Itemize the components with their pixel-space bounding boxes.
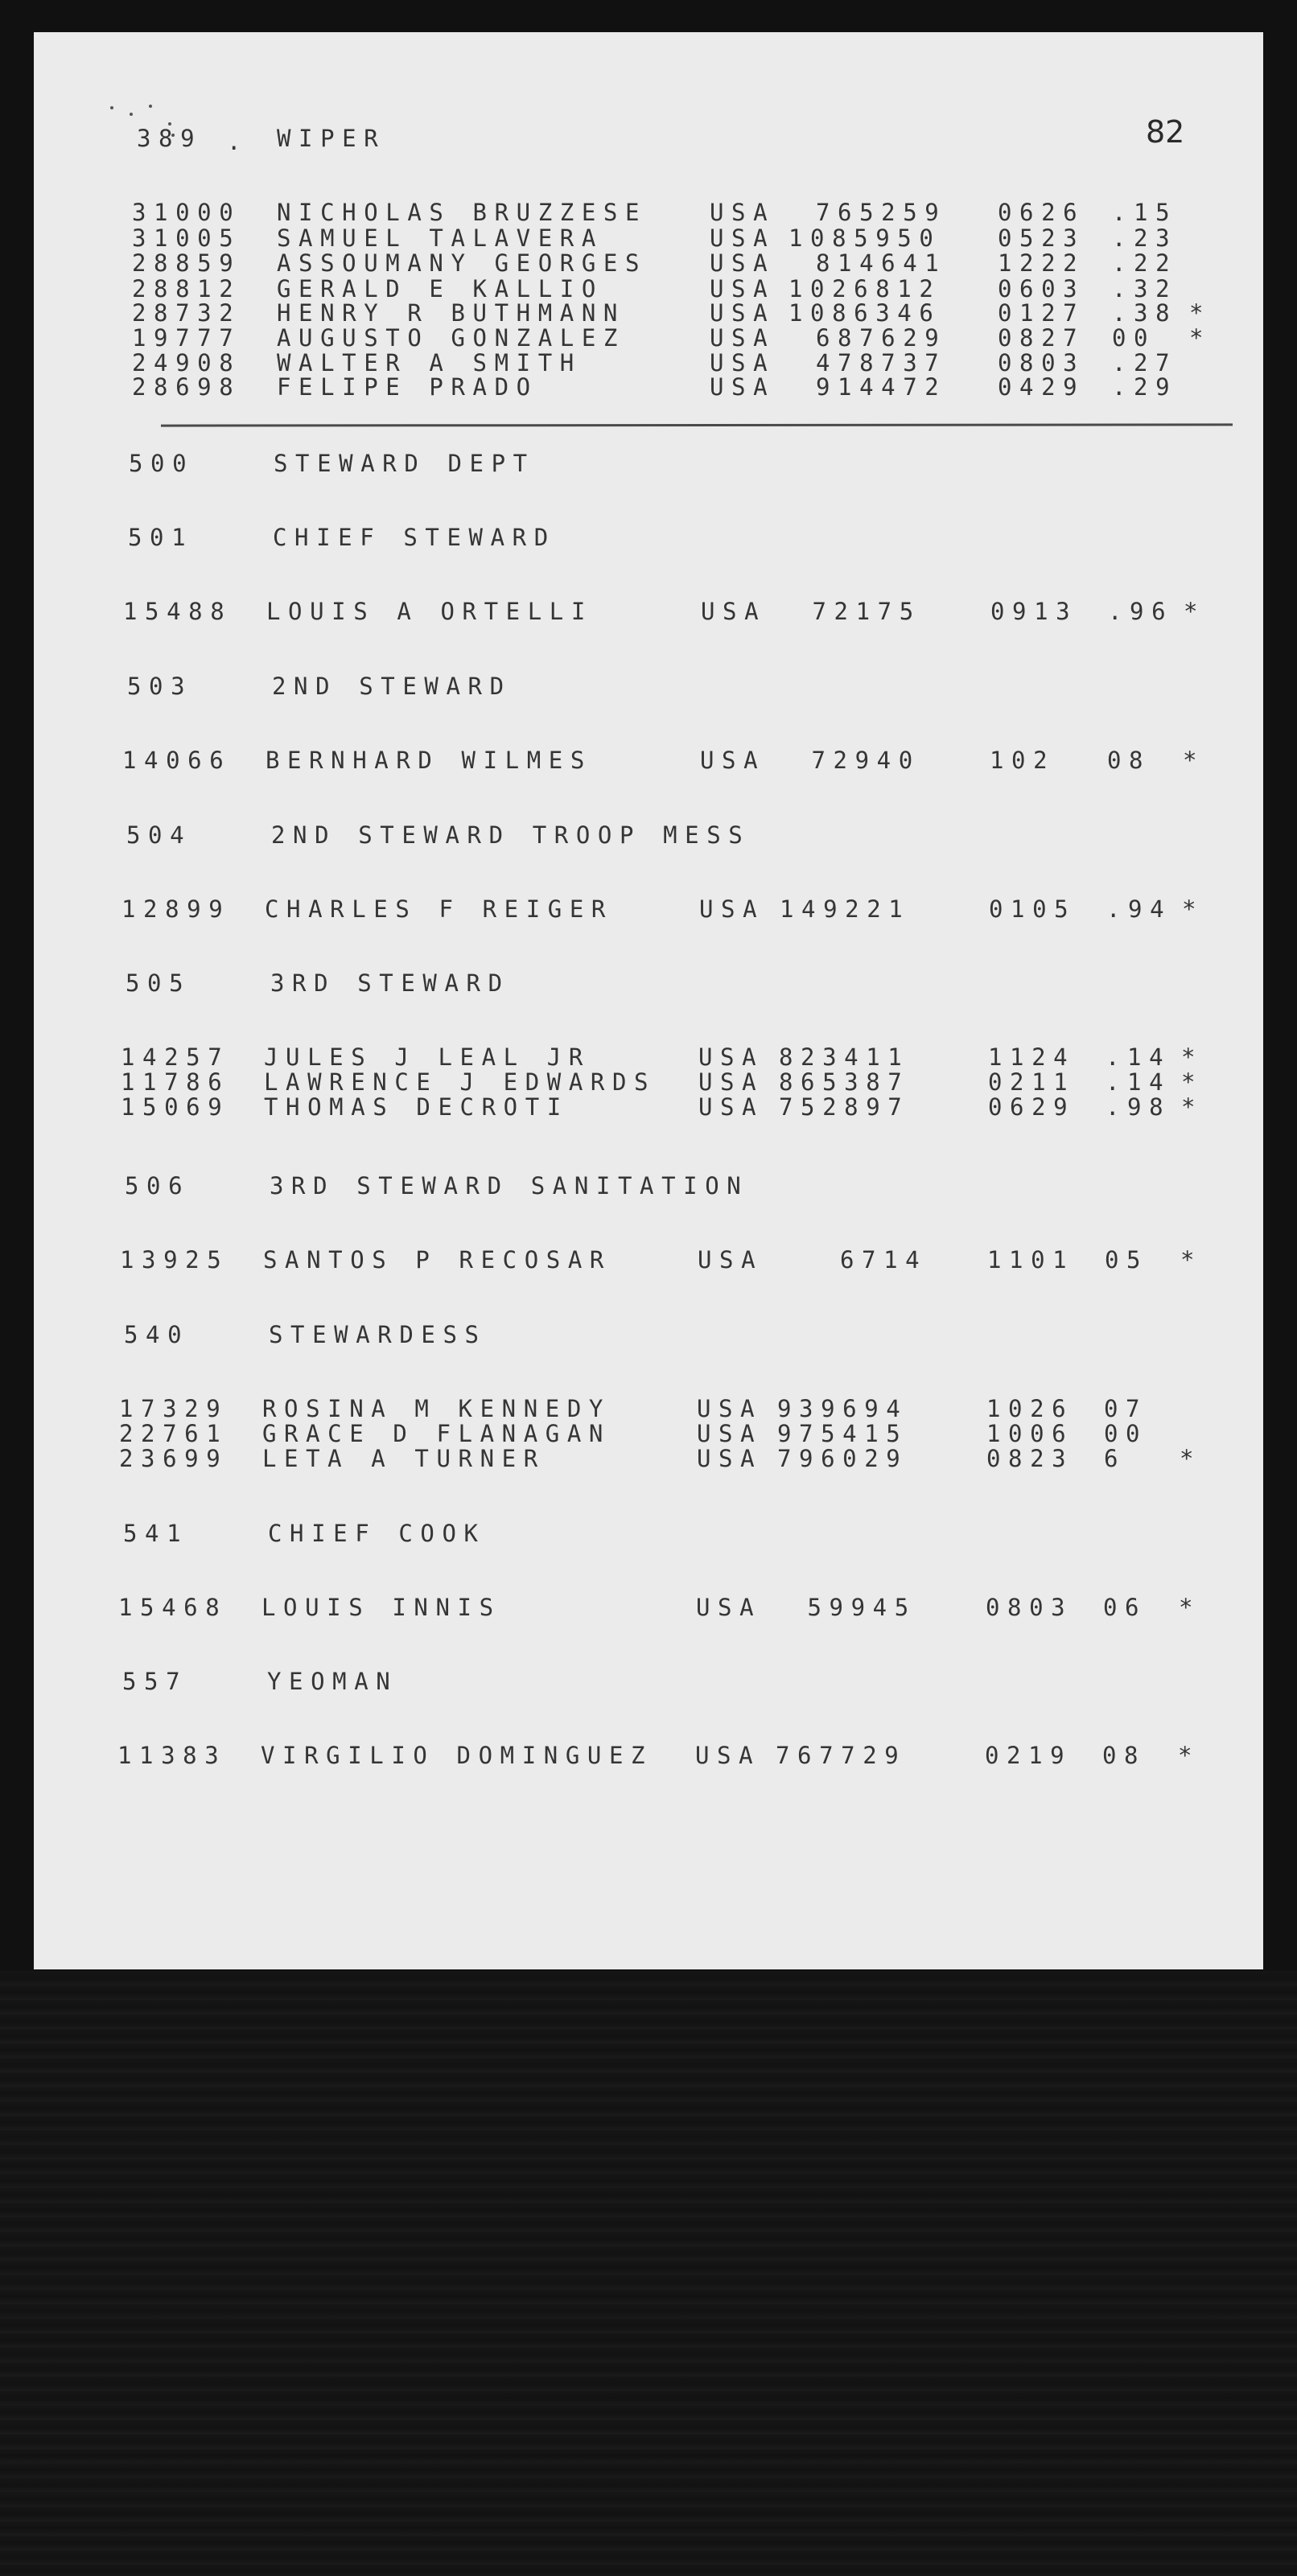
record-mark: * — [1178, 1742, 1200, 1769]
record-id: 752897 — [779, 1093, 910, 1121]
record-date: 0429 — [998, 373, 1085, 401]
strikethrough-line — [161, 423, 1233, 426]
record-name: ROSINA M KENNEDY — [262, 1395, 611, 1422]
record-rate: .27 — [1112, 349, 1178, 377]
section-title: CHIEF COOK — [268, 1520, 486, 1547]
record-rate: .14 — [1106, 1043, 1171, 1071]
record-nation: USA — [698, 1043, 764, 1071]
record-rate: .14 — [1106, 1068, 1171, 1096]
record-nation: USA — [697, 1420, 763, 1447]
record-nation: USA — [710, 324, 776, 352]
record-name: LOUIS INNIS — [261, 1594, 501, 1621]
record-rate: 06 — [1103, 1594, 1147, 1621]
record-mark: * — [1180, 1445, 1202, 1472]
record-rate: 08 — [1102, 1742, 1147, 1769]
record-num: 15069 — [121, 1093, 230, 1121]
record-num: 12899 — [121, 895, 231, 923]
record-rate: .22 — [1112, 249, 1178, 277]
header-dot: . — [227, 128, 249, 155]
record-date: 0827 — [998, 324, 1085, 352]
record-rate: .98 — [1106, 1093, 1171, 1121]
record-nation: USA — [710, 224, 776, 252]
record-id: 1085950 — [788, 224, 941, 252]
section-code: 557 — [122, 1668, 188, 1695]
section-title: 2ND STEWARD TROOP MESS — [271, 821, 751, 849]
section-code: 506 — [125, 1172, 191, 1200]
record-mark: * — [1189, 299, 1212, 327]
record-mark: * — [1183, 747, 1205, 774]
record-rate: .96 — [1108, 598, 1174, 625]
record-nation: USA — [698, 1068, 764, 1096]
record-rate: .15 — [1112, 199, 1178, 226]
record-name: LETA A TURNER — [262, 1445, 546, 1472]
record-date: 0913 — [990, 598, 1078, 625]
record-id: 1086346 — [788, 299, 941, 327]
record-date: 1124 — [988, 1043, 1076, 1071]
record-id: 687629 — [816, 324, 947, 352]
record-name: LOUIS A ORTELLI — [266, 598, 593, 625]
record-rate: .38 — [1112, 299, 1178, 327]
section-code: 541 — [123, 1520, 189, 1547]
page-number: 82 — [1146, 114, 1185, 150]
record-num: 23699 — [119, 1445, 229, 1472]
record-date: 0219 — [985, 1742, 1073, 1769]
record-rate: 00 — [1104, 1420, 1148, 1447]
section-title: CHIEF STEWARD — [273, 524, 556, 551]
record-num: 17329 — [119, 1395, 229, 1422]
section-code: 505 — [126, 969, 191, 997]
record-name: SAMUEL TALAVERA — [277, 224, 603, 252]
record-num: 14066 — [122, 747, 232, 774]
record-nation: USA — [697, 1395, 763, 1422]
record-num: 15488 — [123, 598, 233, 625]
record-id: 72940 — [811, 747, 920, 774]
record-num: 13925 — [120, 1246, 229, 1274]
record-nation: USA — [698, 1246, 764, 1274]
record-date: 1006 — [986, 1420, 1074, 1447]
record-num: 15468 — [118, 1594, 228, 1621]
header-code: 389 — [137, 125, 203, 152]
record-nation: USA — [710, 373, 776, 401]
record-id: 59945 — [807, 1594, 916, 1621]
record-rate: .29 — [1112, 373, 1178, 401]
record-nation: USA — [710, 349, 776, 377]
record-mark: * — [1189, 324, 1212, 352]
record-id: 767729 — [776, 1742, 907, 1769]
record-mark: * — [1181, 1093, 1204, 1121]
record-num: 28859 — [132, 249, 241, 277]
section-code: 540 — [124, 1321, 190, 1348]
record-nation: USA — [700, 747, 766, 774]
record-date: 0211 — [988, 1068, 1076, 1096]
record-mark: * — [1180, 1246, 1203, 1274]
record-id: 814641 — [816, 249, 947, 277]
record-nation: USA — [701, 598, 767, 625]
record-nation: USA — [696, 1594, 762, 1621]
record-rate: .94 — [1106, 895, 1172, 923]
record-rate: 08 — [1107, 747, 1151, 774]
section-title: STEWARDESS — [269, 1321, 487, 1348]
document-page — [34, 32, 1263, 1969]
record-date: 0629 — [988, 1093, 1076, 1121]
record-nation: USA — [710, 249, 776, 277]
record-date: 0803 — [986, 1594, 1073, 1621]
record-id: 6714 — [840, 1246, 928, 1274]
record-name: GRACE D FLANAGAN — [262, 1420, 611, 1447]
record-mark: * — [1181, 1068, 1204, 1096]
header-title: WIPER — [277, 125, 386, 152]
record-nation: USA — [698, 1093, 764, 1121]
record-name: ASSOUMANY GEORGES — [277, 249, 648, 277]
record-name: VIRGILIO DOMINGUEZ — [261, 1742, 653, 1769]
record-name: SANTOS P RECOSAR — [263, 1246, 611, 1274]
record-name: CHARLES F REIGER — [265, 895, 613, 923]
record-id: 149221 — [780, 895, 911, 923]
section-code: 503 — [127, 673, 193, 700]
record-id: 1026812 — [788, 275, 941, 302]
record-num: 19777 — [132, 324, 241, 352]
record-id: 914472 — [816, 373, 947, 401]
record-num: 22761 — [119, 1420, 229, 1447]
record-date: 1026 — [986, 1395, 1074, 1422]
record-date: 1222 — [998, 249, 1085, 277]
section-title: YEOMAN — [267, 1668, 398, 1695]
record-num: 28698 — [132, 373, 241, 401]
record-rate: .32 — [1112, 275, 1178, 302]
record-name: LAWRENCE J EDWARDS — [264, 1068, 657, 1096]
record-date: 1101 — [987, 1246, 1075, 1274]
record-num: 14257 — [121, 1043, 230, 1071]
record-name: HENRY R BUTHMANN — [277, 299, 625, 327]
record-num: 24908 — [132, 349, 241, 377]
record-rate: 6 — [1104, 1445, 1126, 1472]
record-name: THOMAS DECROTI — [264, 1093, 569, 1121]
record-id: 823411 — [779, 1043, 910, 1071]
record-date: 102 — [990, 747, 1056, 774]
record-rate: 05 — [1105, 1246, 1149, 1274]
record-mark: * — [1182, 895, 1204, 923]
record-name: BERNHARD WILMES — [266, 747, 592, 774]
record-date: 0626 — [998, 199, 1085, 226]
record-mark: * — [1179, 1594, 1201, 1621]
section-title: STEWARD DEPT — [274, 450, 535, 477]
record-rate: 07 — [1104, 1395, 1148, 1422]
record-date: 0803 — [998, 349, 1085, 377]
section-code: 501 — [128, 524, 194, 551]
record-nation: USA — [697, 1445, 763, 1472]
record-num: 28732 — [132, 299, 241, 327]
record-name: JULES J LEAL JR — [264, 1043, 591, 1071]
record-name: WALTER A SMITH — [277, 349, 582, 377]
record-id: 975415 — [777, 1420, 908, 1447]
section-title: 2ND STEWARD — [272, 673, 512, 700]
record-date: 0603 — [998, 275, 1085, 302]
record-id: 865387 — [779, 1068, 910, 1096]
record-rate: .23 — [1112, 224, 1178, 252]
record-id: 478737 — [816, 349, 947, 377]
record-mark: * — [1184, 598, 1206, 625]
record-num: 31005 — [132, 224, 241, 252]
record-nation: USA — [710, 199, 776, 226]
record-name: NICHOLAS BRUZZESE — [277, 199, 648, 226]
record-name: AUGUSTO GONZALEZ — [277, 324, 625, 352]
record-name: FELIPE PRADO — [277, 373, 538, 401]
scan-background — [0, 1971, 1297, 2576]
section-title: 3RD STEWARD SANITATION — [270, 1172, 749, 1200]
record-num: 28812 — [132, 275, 241, 302]
record-name: GERALD E KALLIO — [277, 275, 603, 302]
record-date: 0823 — [986, 1445, 1074, 1472]
record-nation: USA — [699, 895, 765, 923]
record-rate: 00 — [1112, 324, 1156, 352]
section-code: 504 — [126, 821, 192, 849]
record-num: 31000 — [132, 199, 241, 226]
section-code: 500 — [129, 450, 195, 477]
record-date: 0127 — [998, 299, 1085, 327]
record-num: 11383 — [117, 1742, 227, 1769]
record-date: 0105 — [989, 895, 1077, 923]
record-nation: USA — [710, 275, 776, 302]
record-nation: USA — [695, 1742, 761, 1769]
record-id: 765259 — [816, 199, 947, 226]
record-id: 72175 — [812, 598, 921, 625]
record-num: 11786 — [121, 1068, 230, 1096]
record-id: 796029 — [777, 1445, 908, 1472]
record-nation: USA — [710, 299, 776, 327]
record-date: 0523 — [998, 224, 1085, 252]
record-id: 939694 — [777, 1395, 908, 1422]
section-title: 3RD STEWARD — [270, 969, 510, 997]
record-mark: * — [1181, 1043, 1204, 1071]
